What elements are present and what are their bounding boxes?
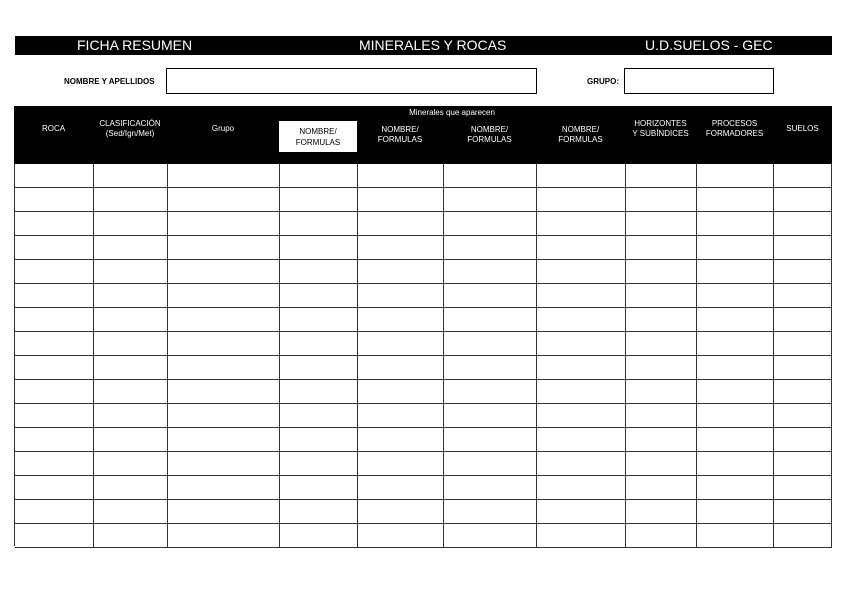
table-cell[interactable] — [358, 164, 444, 188]
table-row — [15, 476, 832, 500]
table-cell[interactable] — [626, 476, 697, 500]
table-cell[interactable] — [168, 308, 280, 332]
table-cell[interactable] — [697, 380, 774, 404]
group-label: GRUPO: — [587, 77, 619, 86]
table-cell[interactable] — [444, 284, 537, 308]
col-header-mineral-3: NOMBRE/ FORMULAS — [467, 125, 512, 144]
table-cell[interactable] — [444, 332, 537, 356]
table-cell[interactable] — [697, 500, 774, 524]
table-cell[interactable] — [626, 284, 697, 308]
table-cell[interactable] — [168, 452, 280, 476]
table-cell[interactable] — [280, 404, 358, 428]
table-cell[interactable] — [168, 284, 280, 308]
table-cell[interactable] — [697, 164, 774, 188]
table-cell[interactable] — [537, 452, 626, 476]
topic-title: MINERALES Y ROCAS — [359, 37, 507, 53]
table-cell[interactable] — [168, 260, 280, 284]
table-row — [15, 356, 832, 380]
table-cell[interactable] — [15, 452, 94, 476]
table-cell[interactable] — [168, 500, 280, 524]
table-cell[interactable] — [280, 476, 358, 500]
table-cell[interactable] — [358, 236, 444, 260]
table-cell[interactable] — [774, 500, 832, 524]
table-cell[interactable] — [15, 260, 94, 284]
table-cell[interactable] — [537, 188, 626, 212]
table-cell[interactable] — [358, 356, 444, 380]
table-cell[interactable] — [697, 524, 774, 548]
table-cell[interactable] — [626, 236, 697, 260]
table-cell[interactable] — [774, 164, 832, 188]
table-cell[interactable] — [626, 380, 697, 404]
table-cell[interactable] — [358, 260, 444, 284]
table-cell[interactable] — [15, 284, 94, 308]
table-cell[interactable] — [537, 500, 626, 524]
table-row — [15, 284, 832, 308]
table-cell[interactable] — [280, 524, 358, 548]
table-cell[interactable] — [94, 404, 168, 428]
table-cell[interactable] — [444, 428, 537, 452]
table-cell[interactable] — [774, 284, 832, 308]
table-cell[interactable] — [537, 356, 626, 380]
col-header-suelos: SUELOS — [786, 124, 819, 133]
table-cell[interactable] — [358, 284, 444, 308]
table-cell[interactable] — [168, 188, 280, 212]
table-cell[interactable] — [358, 404, 444, 428]
table-cell[interactable] — [280, 212, 358, 236]
group-field[interactable] — [624, 68, 774, 94]
table-cell[interactable] — [15, 500, 94, 524]
table-cell[interactable] — [168, 380, 280, 404]
col-header-horizontes: HORIZONTES Y SUBÍNDICES — [632, 119, 689, 138]
table-cell[interactable] — [280, 236, 358, 260]
table-cell[interactable] — [774, 524, 832, 548]
col-header-mineral-2: NOMBRE/ FORMULAS — [377, 125, 423, 144]
table-cell[interactable] — [444, 164, 537, 188]
table-cell[interactable] — [697, 236, 774, 260]
table-cell[interactable] — [358, 524, 444, 548]
table-row — [15, 236, 832, 260]
table-cell[interactable] — [537, 308, 626, 332]
table-cell[interactable] — [626, 188, 697, 212]
table-cell[interactable] — [774, 332, 832, 356]
table-cell[interactable] — [697, 428, 774, 452]
table-cell[interactable] — [697, 284, 774, 308]
table-cell[interactable] — [280, 428, 358, 452]
table-row — [15, 164, 832, 188]
table-cell[interactable] — [774, 236, 832, 260]
table-cell[interactable] — [280, 308, 358, 332]
table-cell[interactable] — [444, 188, 537, 212]
table-cell[interactable] — [280, 356, 358, 380]
table-cell[interactable] — [626, 500, 697, 524]
table-cell[interactable] — [94, 332, 168, 356]
table-cell[interactable] — [94, 308, 168, 332]
table-cell[interactable] — [774, 404, 832, 428]
sheet-title: FICHA RESUMEN — [77, 37, 193, 53]
table-cell[interactable] — [94, 284, 168, 308]
table-cell[interactable] — [94, 500, 168, 524]
table-cell[interactable] — [168, 524, 280, 548]
table-cell[interactable] — [697, 308, 774, 332]
table-cell[interactable] — [774, 308, 832, 332]
table-cell[interactable] — [626, 212, 697, 236]
table-cell[interactable] — [280, 284, 358, 308]
unit-title: U.D.SUELOS - GEC — [645, 37, 773, 53]
table-cell[interactable] — [697, 188, 774, 212]
table-cell[interactable] — [626, 452, 697, 476]
table-row — [15, 212, 832, 236]
table-cell[interactable] — [94, 476, 168, 500]
table-cell[interactable] — [626, 524, 697, 548]
table-cell[interactable] — [444, 356, 537, 380]
table-cell[interactable] — [444, 476, 537, 500]
table-row — [15, 308, 832, 332]
col-header-clasificacion: CLASIFICACIÓN (Sed/Ign/Met) — [99, 119, 161, 138]
table-cell[interactable] — [168, 332, 280, 356]
col-header-mineral-4: NOMBRE/ FORMULAS — [558, 125, 603, 144]
table-cell[interactable] — [280, 500, 358, 524]
table-cell[interactable] — [626, 308, 697, 332]
table-cell[interactable] — [774, 356, 832, 380]
table-cell[interactable] — [94, 380, 168, 404]
table-cell[interactable] — [15, 428, 94, 452]
table-cell[interactable] — [774, 188, 832, 212]
table-cell[interactable] — [774, 428, 832, 452]
table-cell[interactable] — [280, 164, 358, 188]
table-cell[interactable] — [358, 428, 444, 452]
table-cell[interactable] — [444, 452, 537, 476]
table-cell[interactable] — [774, 260, 832, 284]
col-header-procesos: PROCESOS FORMADORES — [705, 119, 764, 138]
table-cell[interactable] — [168, 476, 280, 500]
table-cell[interactable] — [444, 500, 537, 524]
table-cell[interactable] — [15, 236, 94, 260]
table-cell[interactable] — [94, 164, 168, 188]
table-cell[interactable] — [168, 404, 280, 428]
table-cell[interactable] — [626, 428, 697, 452]
table-cell[interactable] — [537, 428, 626, 452]
table-cell[interactable] — [537, 404, 626, 428]
col-header-roca: ROCA — [41, 124, 66, 133]
table-cell[interactable] — [15, 404, 94, 428]
table-cell[interactable] — [444, 308, 537, 332]
table-cell[interactable] — [444, 380, 537, 404]
col-header-grupo: Grupo — [211, 124, 235, 133]
table-cell[interactable] — [444, 260, 537, 284]
table-cell[interactable] — [626, 260, 697, 284]
table-cell[interactable] — [537, 332, 626, 356]
table-cell[interactable] — [626, 164, 697, 188]
table-cell[interactable] — [168, 212, 280, 236]
table-cell[interactable] — [697, 476, 774, 500]
table-cell[interactable] — [15, 476, 94, 500]
table-cell[interactable] — [444, 236, 537, 260]
table-cell[interactable] — [444, 404, 537, 428]
table-cell[interactable] — [697, 212, 774, 236]
table-cell[interactable] — [444, 212, 537, 236]
table-cell[interactable] — [94, 428, 168, 452]
table-row — [15, 404, 832, 428]
table-cell[interactable] — [280, 188, 358, 212]
table-cell[interactable] — [537, 212, 626, 236]
title-bar — [15, 36, 832, 55]
table-cell[interactable] — [358, 380, 444, 404]
name-label: NOMBRE Y APELLIDOS — [64, 77, 155, 86]
table-row — [15, 260, 832, 284]
table-cell[interactable] — [15, 356, 94, 380]
table-cell[interactable] — [358, 212, 444, 236]
table-cell[interactable] — [168, 164, 280, 188]
table-row — [15, 500, 832, 524]
table-cell[interactable] — [774, 476, 832, 500]
name-field[interactable] — [166, 68, 537, 94]
table-cell[interactable] — [168, 236, 280, 260]
table-cell[interactable] — [358, 308, 444, 332]
table-cell[interactable] — [774, 212, 832, 236]
table-cell[interactable] — [697, 260, 774, 284]
table-row — [15, 380, 832, 404]
table-cell[interactable] — [94, 524, 168, 548]
table-cell[interactable] — [537, 380, 626, 404]
table-cell[interactable] — [94, 356, 168, 380]
table-cell[interactable] — [537, 164, 626, 188]
table-cell[interactable] — [94, 452, 168, 476]
table-cell[interactable] — [280, 260, 358, 284]
table-cell[interactable] — [774, 452, 832, 476]
table-row — [15, 428, 832, 452]
table-cell[interactable] — [94, 260, 168, 284]
table-row — [15, 188, 832, 212]
table-cell[interactable] — [94, 212, 168, 236]
table-cell[interactable] — [358, 332, 444, 356]
table-cell[interactable] — [15, 524, 94, 548]
minerals-group-title: Minerales que aparecen — [409, 108, 495, 117]
table-cell[interactable] — [697, 356, 774, 380]
table-cell[interactable] — [15, 188, 94, 212]
table-row — [15, 524, 832, 548]
table-cell[interactable] — [626, 356, 697, 380]
table-cell[interactable] — [537, 524, 626, 548]
table-row — [15, 452, 832, 476]
table-cell[interactable] — [774, 380, 832, 404]
table-cell[interactable] — [15, 308, 94, 332]
table-cell[interactable] — [280, 452, 358, 476]
table-cell[interactable] — [537, 476, 626, 500]
table-cell[interactable] — [15, 332, 94, 356]
table-cell[interactable] — [444, 524, 537, 548]
table-cell[interactable] — [168, 356, 280, 380]
table-cell[interactable] — [537, 284, 626, 308]
table-cell[interactable] — [358, 476, 444, 500]
table-cell[interactable] — [280, 380, 358, 404]
table-row — [15, 332, 832, 356]
table-cell[interactable] — [15, 212, 94, 236]
table-cell[interactable] — [358, 500, 444, 524]
table-cell[interactable] — [697, 404, 774, 428]
table-cell[interactable] — [15, 380, 94, 404]
table-cell[interactable] — [626, 332, 697, 356]
table-cell[interactable] — [537, 236, 626, 260]
table-cell[interactable] — [168, 428, 280, 452]
table-cell[interactable] — [358, 452, 444, 476]
table-cell[interactable] — [537, 260, 626, 284]
table-body — [14, 164, 832, 546]
table-cell[interactable] — [697, 332, 774, 356]
table-cell[interactable] — [626, 404, 697, 428]
table-cell[interactable] — [358, 188, 444, 212]
table-cell[interactable] — [15, 164, 94, 188]
table-cell[interactable] — [697, 452, 774, 476]
table-cell[interactable] — [94, 188, 168, 212]
table-cell[interactable] — [94, 236, 168, 260]
table-cell[interactable] — [280, 332, 358, 356]
col-header-mineral-1: NOMBRE/ FORMULAS — [279, 121, 357, 152]
